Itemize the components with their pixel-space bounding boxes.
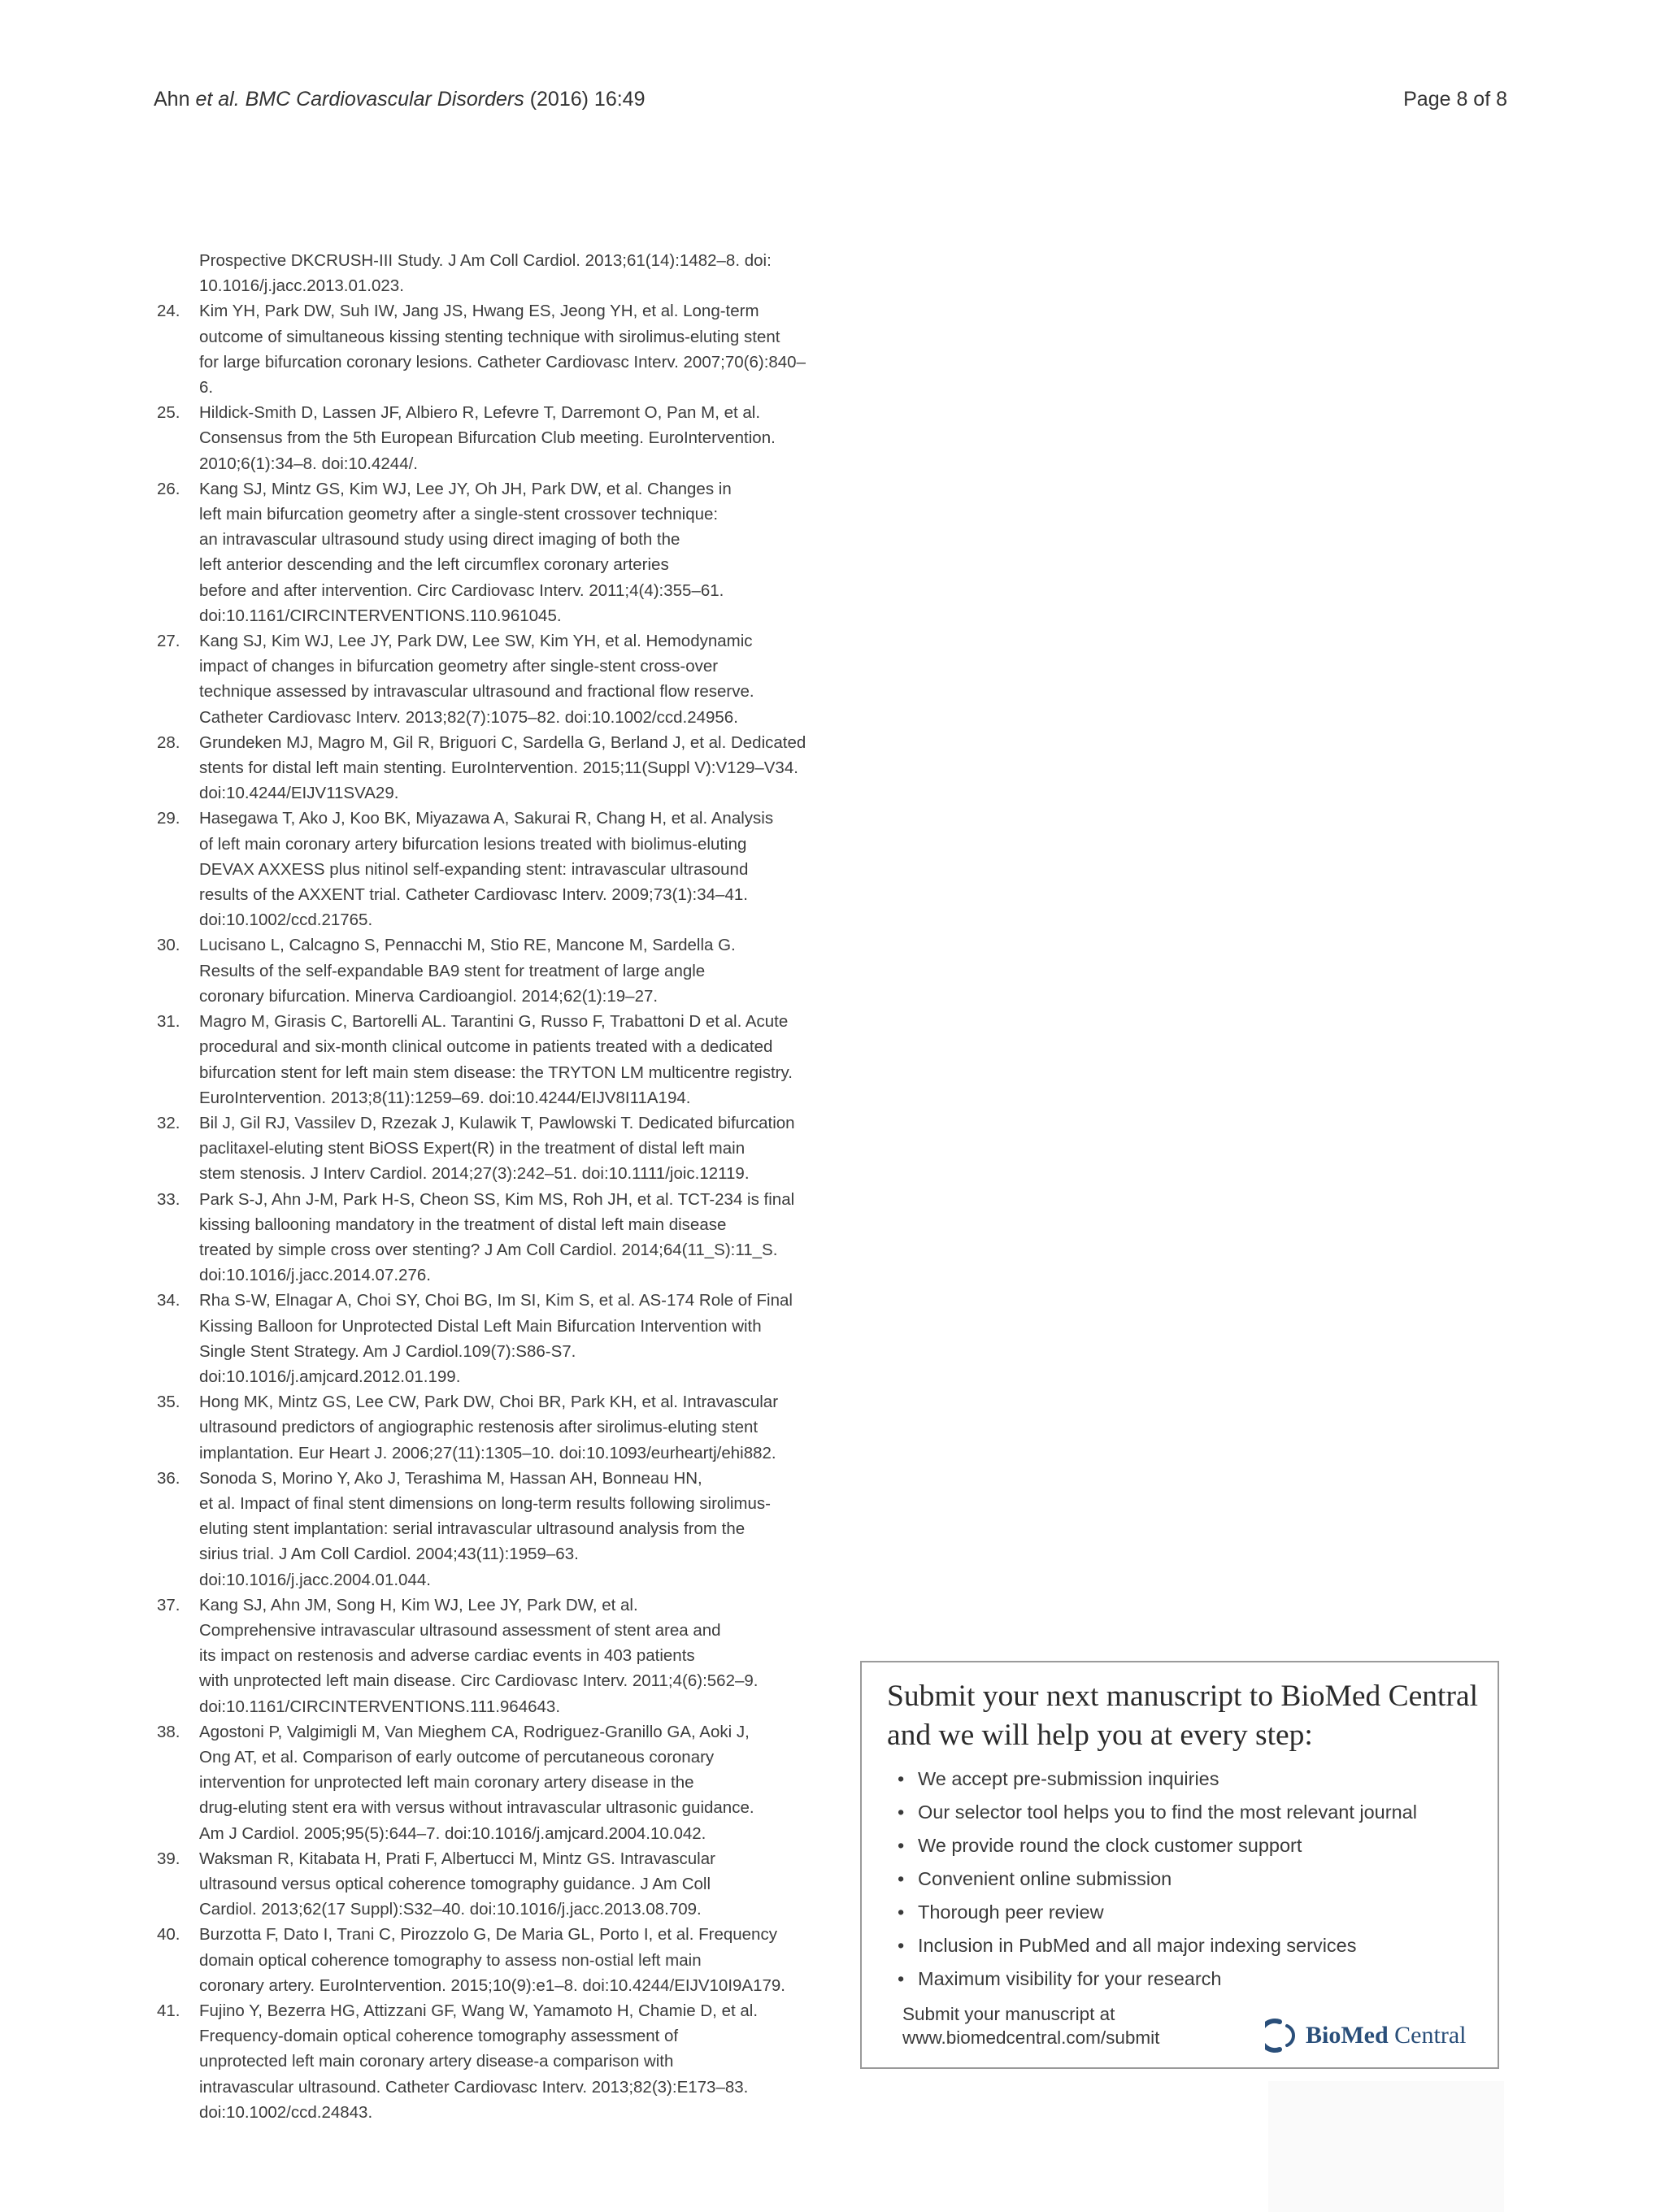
reference-item bbox=[157, 1288, 812, 1389]
reference-number: 24. bbox=[157, 302, 180, 321]
biomed-central-promo bbox=[860, 1661, 1499, 2069]
reference-line: Kang SJ, Kim WJ, Lee JY, Park DW, Lee SW, Kim YH, et al. Hemodynamic bbox=[199, 632, 753, 651]
bullet-icon: • bbox=[898, 1901, 905, 1923]
reference-line: Park S-J, Ahn J-M, Park H-S, Cheon SS, Kim MS, Roh JH, et al. TCT-234 is final bbox=[199, 1189, 795, 1209]
reference-line: kissing ballooning mandatory in the treatment of distal left main disease bbox=[199, 1215, 727, 1234]
reference-line: Hasegawa T, Ako J, Koo BK, Miyazawa A, Sakurai R, Chang H, et al. Analysis bbox=[199, 809, 774, 828]
reference-item bbox=[157, 248, 812, 298]
reference-line: Catheter Cardiovasc Interv. 2013;82(7):1075–82. doi:10.1002/ccd.24956. bbox=[199, 707, 738, 727]
reference-item bbox=[157, 1719, 812, 1846]
reference-line: ultrasound versus optical coherence tomography guidance. J Am Coll bbox=[199, 1875, 711, 1893]
reference-line: unprotected left main coronary artery disease-a comparison with bbox=[199, 2052, 674, 2071]
reference-line: results of the AXXENT trial. Catheter Cardiovasc Interv. 2009;73(1):34–41. bbox=[199, 885, 748, 905]
promo-bullet-item bbox=[887, 1796, 1417, 1829]
reference-line: 10.1016/j.jacc.2013.01.023. bbox=[199, 276, 404, 296]
reference-line: Sonoda S, Morino Y, Ako J, Terashima M, Hassan AH, Bonneau HN, bbox=[199, 1468, 702, 1488]
reference-number: 25. bbox=[157, 403, 180, 423]
reference-number: 32. bbox=[157, 1113, 180, 1132]
reference-line: before and after intervention. Circ Cardiovasc Interv. 2011;4(4):355–61. bbox=[199, 580, 724, 600]
reference-line: 2010;6(1):34–8. doi:10.4244/. bbox=[199, 454, 418, 473]
reference-line: impact of changes in bifurcation geometry after single-stent cross-over bbox=[199, 657, 719, 676]
reference-item bbox=[157, 1846, 812, 1923]
reference-line: Bil J, Gil RJ, Vassilev D, Rzezak J, Kulawik T, Pawlowski T. Dedicated bifurcation bbox=[199, 1113, 795, 1132]
promo-bullet-text: Convenient online submission bbox=[918, 1868, 1172, 1889]
reference-line: ultrasound predictors of angiographic restenosis after sirolimus-eluting stent bbox=[199, 1418, 759, 1437]
reference-line: with unprotected left main disease. Circ Cardiovasc Interv. 2011;4(6):562–9. bbox=[199, 1671, 759, 1691]
reference-number: 28. bbox=[157, 732, 180, 752]
reference-line: Rha S-W, Elnagar A, Choi SY, Choi BG, Im SI, Kim S, et al. AS-174 Role of Final bbox=[199, 1291, 793, 1310]
reference-line: Consensus from the 5th European Bifurcation Club meeting. EuroIntervention. bbox=[199, 428, 776, 448]
reference-item bbox=[157, 806, 812, 932]
reference-line: an intravascular ultrasound study using direct imaging of both the bbox=[199, 530, 680, 550]
reference-line: intervention for unprotected left main coronary artery disease in the bbox=[199, 1773, 694, 1793]
reference-line: technique assessed by intravascular ultrasound and fractional flow reserve. bbox=[199, 682, 754, 702]
reference-line: Am J Cardiol. 2005;95(5):644–7. doi:10.1016/j.amjcard.2004.10.042. bbox=[199, 1823, 706, 1843]
reference-line: doi:10.4244/EIJV11SVA29. bbox=[199, 784, 399, 803]
reference-list bbox=[157, 248, 812, 2125]
reference-line: Magro M, Girasis C, Bartorelli AL. Tarantini G, Russo F, Trabattoni D et al. Acute bbox=[199, 1012, 789, 1032]
reference-line: Kang SJ, Mintz GS, Kim WJ, Lee JY, Oh JH, Park DW, et al. Changes in bbox=[199, 479, 732, 498]
reference-item bbox=[157, 476, 812, 628]
reference-line: Results of the self-expandable BA9 stent for treatment of large angle bbox=[199, 961, 706, 980]
reference-number: 33. bbox=[157, 1189, 180, 1209]
reference-line: doi:10.1161/CIRCINTERVENTIONS.110.961045. bbox=[199, 606, 562, 625]
reference-line: outcome of simultaneous kissing stenting technique with sirolimus-eluting stent bbox=[199, 327, 780, 346]
reference-item bbox=[157, 1998, 812, 2125]
reference-line: paclitaxel-eluting stent BiOSS Expert(R) in the treatment of distal left main bbox=[199, 1139, 746, 1158]
reference-line: doi:10.1161/CIRCINTERVENTIONS.111.964643. bbox=[199, 1697, 561, 1716]
reference-number: 35. bbox=[157, 1393, 180, 1412]
promo-bullet-item bbox=[887, 1929, 1417, 1962]
reference-number: 29. bbox=[157, 809, 180, 828]
reference-line: treated by simple cross over stenting? J Am Coll Cardiol. 2014;64(11_S):11_S. bbox=[199, 1240, 778, 1259]
reference-line: Burzotta F, Dato I, Trani C, Pirozzolo G, De Maria GL, Porto I, et al. Frequency bbox=[199, 1925, 777, 1945]
submit-label: Submit your manuscript at bbox=[902, 2004, 1115, 2024]
reference-number: 34. bbox=[157, 1291, 180, 1310]
reference-line: doi:10.1002/ccd.21765. bbox=[199, 910, 373, 930]
reference-line: left main bifurcation geometry after a single-stent crossover technique: bbox=[199, 505, 719, 524]
reference-line: Hong MK, Mintz GS, Lee CW, Park DW, Choi BR, Park KH, et al. Intravascular bbox=[199, 1393, 779, 1412]
reference-line: coronary bifurcation. Minerva Cardioangiol. 2014;62(1):19–27. bbox=[199, 986, 659, 1006]
reference-item bbox=[157, 628, 812, 730]
reference-line: Prospective DKCRUSH-III Study. J Am Coll Cardiol. 2013;61(14):1482–8. doi: bbox=[199, 251, 772, 270]
reference-number: 30. bbox=[157, 936, 180, 955]
reference-line: intravascular ultrasound. Catheter Cardiovasc Interv. 2013;82(3):E173–83. bbox=[199, 2077, 749, 2097]
bullet-icon: • bbox=[898, 1968, 905, 1989]
reference-number: 37. bbox=[157, 1595, 180, 1614]
promo-bullet-text: Maximum visibility for your research bbox=[918, 1968, 1222, 1989]
reference-line: Kang SJ, Ahn JM, Song H, Kim WJ, Lee JY, Park DW, et al. bbox=[199, 1595, 638, 1614]
reference-line: Fujino Y, Bezerra HG, Attizzani GF, Wang W, Yamamoto H, Chamie D, et al. bbox=[199, 2001, 759, 2021]
promo-bullet-text: Inclusion in PubMed and all major indexing services bbox=[918, 1935, 1357, 1956]
reference-line: Lucisano L, Calcagno S, Pennacchi M, Stio RE, Mancone M, Sardella G. bbox=[199, 936, 736, 955]
reference-line: Agostoni P, Valgimigli M, Van Mieghem CA, Rodriguez-Granillo GA, Aoki J, bbox=[199, 1722, 750, 1741]
biomed-central-logo-icon bbox=[1265, 2018, 1301, 2053]
promo-title-line-2: and we will help you at every step: bbox=[887, 1719, 1313, 1752]
promo-bullet-text: Our selector tool helps you to find the most relevant journal bbox=[918, 1801, 1417, 1823]
reference-line: sirius trial. J Am Coll Cardiol. 2004;43(11):1959–63. doi:10.1016/j.jacc.2004.01.044. bbox=[199, 1545, 579, 1589]
reference-line: Kissing Balloon for Unprotected Distal Left Main Bifurcation Intervention with bbox=[199, 1316, 762, 1336]
citation-author: Ahn bbox=[154, 88, 190, 111]
reference-line: implantation. Eur Heart J. 2006;27(11):1305–10. doi:10.1093/eurheartj/ehi882. bbox=[199, 1443, 776, 1462]
logo-wordmark-bold: BioMed bbox=[1306, 2022, 1389, 2049]
promo-bullet-text: Thorough peer review bbox=[918, 1901, 1104, 1923]
reference-line: Comprehensive intravascular ultrasound assessment of stent area and bbox=[199, 1620, 721, 1640]
logo-wordmark bbox=[1306, 2022, 1466, 2049]
citation-etal: et al. bbox=[195, 88, 240, 111]
reference-line: et al. Impact of final stent dimensions on long-term results following sirolimus- bbox=[199, 1493, 771, 1513]
reference-line: Ong AT, et al. Comparison of early outcome of percutaneous coronary bbox=[199, 1747, 715, 1767]
promo-title bbox=[887, 1677, 1489, 1755]
page-number: Page 8 of 8 bbox=[1403, 88, 1507, 111]
logo-wordmark-rest: Central bbox=[1388, 2022, 1467, 2049]
reference-line: left anterior descending and the left circumflex coronary arteries bbox=[199, 555, 669, 575]
reference-item bbox=[157, 1187, 812, 1289]
reference-line: Grundeken MJ, Magro M, Gil R, Briguori C, Sardella G, Berland J, et al. Dedicated bbox=[199, 732, 806, 752]
reference-item bbox=[157, 1466, 812, 1593]
promo-bullet-text: We provide round the clock customer support bbox=[918, 1835, 1302, 1856]
corner-shade bbox=[1268, 2081, 1504, 2212]
reference-line: bifurcation stent for left main stem disease: the TRYTON LM multicentre registry. bbox=[199, 1063, 793, 1082]
reference-line: eluting stent implantation: serial intravascular ultrasound analysis from the bbox=[199, 1519, 746, 1539]
reference-item bbox=[157, 1009, 812, 1110]
bullet-icon: • bbox=[898, 1835, 905, 1856]
reference-line: EuroIntervention. 2013;8(11):1259–69. doi:10.4244/EIJV8I11A194. bbox=[199, 1088, 691, 1107]
promo-bullet-list bbox=[887, 1762, 1417, 1996]
reference-number: 31. bbox=[157, 1012, 180, 1032]
bullet-icon: • bbox=[898, 1768, 905, 1789]
reference-item bbox=[157, 298, 812, 400]
promo-title-line-1: Submit your next manuscript to BioMed Central bbox=[887, 1680, 1479, 1713]
reference-item bbox=[157, 1922, 812, 1998]
promo-bullet-item bbox=[887, 1862, 1417, 1896]
reference-number: 39. bbox=[157, 1849, 180, 1868]
citation-year-volume: (2016) 16:49 bbox=[529, 88, 646, 111]
reference-item bbox=[157, 730, 812, 806]
bullet-icon: • bbox=[898, 1801, 905, 1823]
reference-line: drug-eluting stent era with versus without intravascular ultrasonic guidance. bbox=[199, 1798, 754, 1818]
submit-url[interactable]: www.biomedcentral.com/submit bbox=[902, 2027, 1160, 2048]
reference-line: Single Stent Strategy. Am J Cardiol.109(7):S86-S7. doi:10.1016/j.amjcard.2012.01.199. bbox=[199, 1341, 576, 1386]
reference-line: Cardiol. 2013;62(17 Suppl):S32–40. doi:10.1016/j.jacc.2013.08.709. bbox=[199, 1900, 702, 1919]
reference-line: doi:10.1002/ccd.24843. bbox=[199, 2102, 373, 2122]
reference-item bbox=[157, 400, 812, 476]
biomed-central-logo bbox=[1265, 2015, 1466, 2056]
reference-number: 38. bbox=[157, 1722, 180, 1741]
reference-line: procedural and six-month clinical outcome in patients treated with a dedicated bbox=[199, 1037, 773, 1057]
reference-line: its impact on restenosis and adverse cardiac events in 403 patients bbox=[199, 1646, 695, 1666]
bullet-icon: • bbox=[898, 1935, 905, 1956]
promo-bullet-item bbox=[887, 1896, 1417, 1929]
reference-line: of left main coronary artery bifurcation lesions treated with biolimus-eluting bbox=[199, 834, 747, 854]
reference-line: Kim YH, Park DW, Suh IW, Jang JS, Hwang ES, Jeong YH, et al. Long-term bbox=[199, 302, 759, 321]
running-header bbox=[154, 88, 1507, 117]
reference-number: 41. bbox=[157, 2001, 180, 2021]
promo-bullet-item bbox=[887, 1762, 1417, 1796]
reference-number: 40. bbox=[157, 1925, 180, 1945]
reference-number: 26. bbox=[157, 479, 180, 498]
reference-item bbox=[157, 1389, 812, 1466]
reference-line: domain optical coherence tomography to assess non-ostial left main bbox=[199, 1950, 702, 1970]
reference-line: Waksman R, Kitabata H, Prati F, Albertucci M, Mintz GS. Intravascular bbox=[199, 1849, 715, 1868]
reference-number: 36. bbox=[157, 1468, 180, 1488]
reference-line: DEVAX AXXESS plus nitinol self-expanding stent: intravascular ultrasound bbox=[199, 859, 749, 879]
reference-line: Hildick-Smith D, Lassen JF, Albiero R, Lefevre T, Darremont O, Pan M, et al. bbox=[199, 403, 761, 423]
reference-number: 27. bbox=[157, 632, 180, 651]
promo-bullet-item bbox=[887, 1962, 1417, 1996]
promo-bullet-item bbox=[887, 1829, 1417, 1862]
reference-line: Frequency-domain optical coherence tomography assessment of bbox=[199, 2027, 679, 2046]
reference-item bbox=[157, 932, 812, 1009]
reference-line: stents for distal left main stenting. EuroIntervention. 2015;11(Suppl V):V129–V34. bbox=[199, 758, 798, 778]
reference-item bbox=[157, 1110, 812, 1187]
reference-line: coronary artery. EuroIntervention. 2015;10(9):e1–8. doi:10.4244/EIJV10I9A179. bbox=[199, 1975, 786, 1995]
reference-item bbox=[157, 1593, 812, 1719]
citation-journal: BMC Cardiovascular Disorders bbox=[245, 88, 524, 111]
bullet-icon: • bbox=[898, 1868, 905, 1889]
reference-line: for large bifurcation coronary lesions. Catheter Cardiovasc Interv. 2007;70(6):840–6. bbox=[199, 352, 806, 398]
promo-bullet-text: We accept pre-submission inquiries bbox=[918, 1768, 1219, 1789]
submit-info bbox=[902, 2002, 1159, 2049]
citation bbox=[154, 88, 645, 111]
reference-line: stem stenosis. J Interv Cardiol. 2014;27(3):242–51. doi:10.1111/joic.12119. bbox=[199, 1164, 750, 1184]
reference-line: doi:10.1016/j.jacc.2014.07.276. bbox=[199, 1266, 431, 1285]
